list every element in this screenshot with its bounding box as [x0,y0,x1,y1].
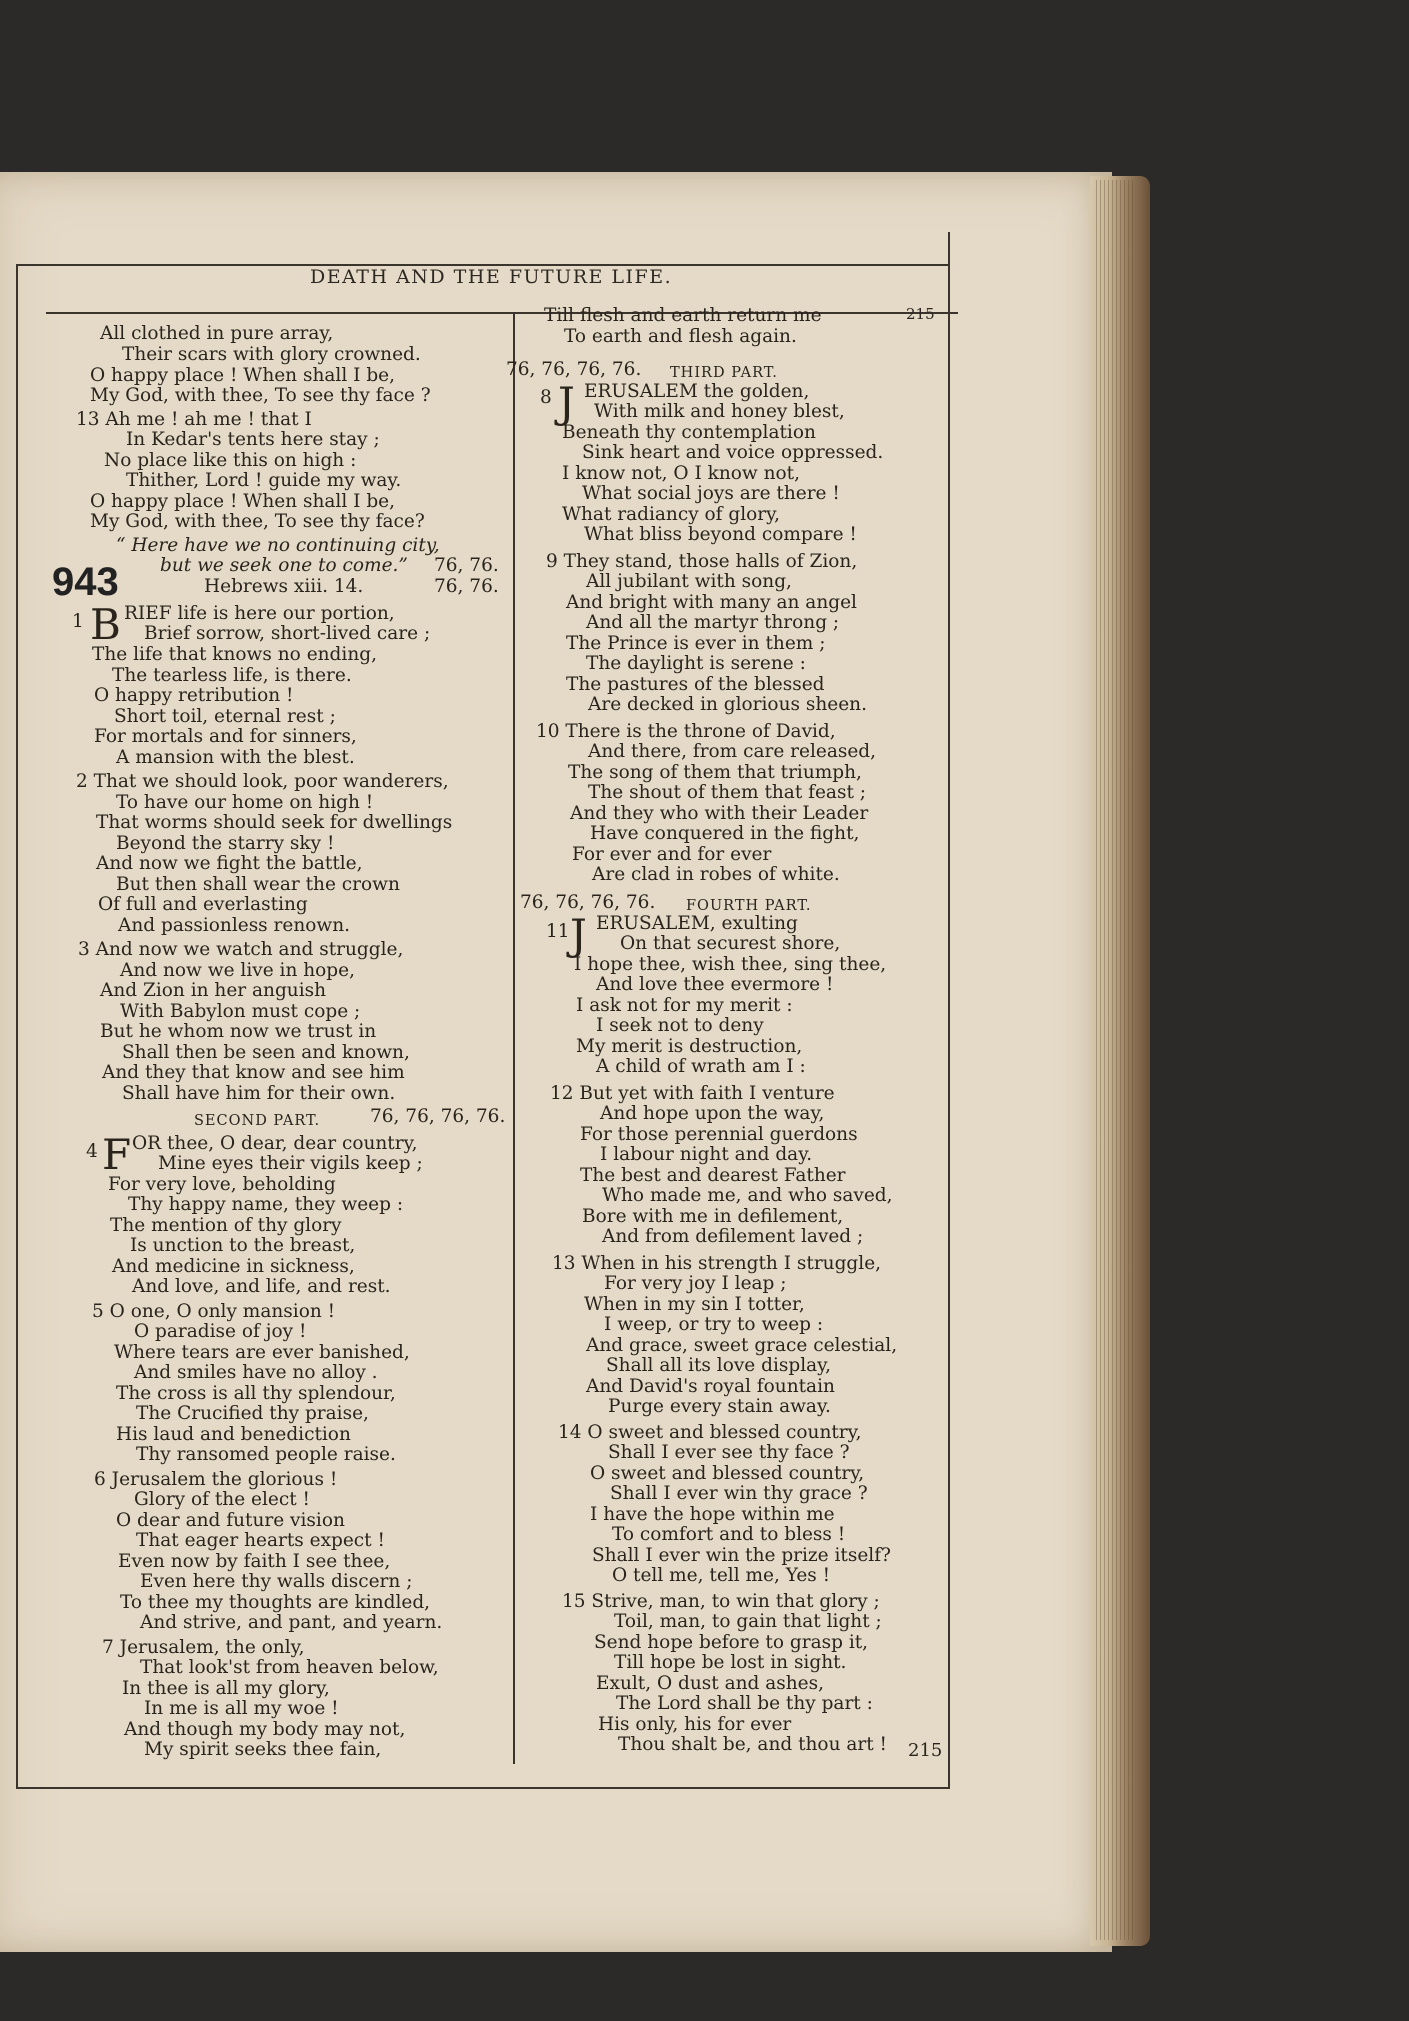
frame-left-rule [16,264,18,1789]
verse-line: Purge every stain away. [608,1396,831,1417]
verse-line: And passionless renown. [118,915,351,936]
verse-line: And smiles have no alloy . [134,1362,378,1383]
verse-line: Sink heart and voice oppressed. [582,442,884,463]
verse-line: For ever and for ever [572,844,772,865]
verse-line: I know not, O I know not, [562,463,800,484]
verse-line: My God, with thee, To see thy face? [90,511,425,532]
verse-line: The pastures of the blessed [566,674,825,695]
verse-line: And now we live in hope, [120,960,355,981]
column-divider [513,314,515,1764]
hymn-epigraph: “ Here have we no continuing city, [116,535,440,556]
verse-line: In thee is all my glory, [122,1678,330,1699]
verse-line: The Crucified thy praise, [136,1403,369,1424]
verse-line: Their scars with glory crowned. [122,344,421,365]
verse-line: And bright with many an angel [566,592,857,613]
verse-line: A mansion with the blest. [116,747,355,768]
drop-cap: J [558,378,575,427]
verse-line: The daylight is serene : [586,653,806,674]
verse-line: Exult, O dust and ashes, [596,1673,825,1694]
verse-line: 7 Jerusalem, the only, [102,1637,305,1658]
hymn-meter: 76, 76. [434,555,499,576]
verse-line: For those perennial guerdons [580,1124,858,1145]
hymn-meter: 76, 76. [434,576,499,597]
hymn-meter: 76, 76, 76, 76. [370,1106,506,1127]
verse-line: And they that know and see him [102,1062,405,1083]
verse-line: 10 There is the throne of David, [536,721,836,742]
verse-line: I labour night and day. [600,1144,813,1165]
verse-line: I seek not to deny [596,1015,764,1036]
verse-line: Short toil, eternal rest ; [114,706,336,727]
verse-line: Beyond the starry sky ! [116,833,335,854]
part-heading: FOURTH PART. [686,898,812,914]
verse-line: The cross is all thy splendour, [116,1383,396,1404]
verse-line: Are decked in glorious sheen. [588,694,867,715]
verse-line: For very love, beholding [108,1174,336,1195]
verse-line: Beneath thy contemplation [562,422,816,443]
verse-line: 9 They stand, those halls of Zion, [546,551,858,572]
verse-line: Mine eyes their vigils keep ; [158,1153,423,1174]
hymn-meter: 76, 76, 76, 76. [520,892,656,913]
verse-line: My spirit seeks thee fain, [144,1739,382,1760]
verse-line: 2 That we should look, poor wanderers, [76,771,449,792]
verse-line: In me is all my woe ! [144,1698,339,1719]
scripture-reference: Hebrews xiii. 14. [204,576,364,597]
verse-line: With Babylon must cope ; [120,1001,361,1022]
verse-line: Brief sorrow, short-lived care ; [144,623,431,644]
verse-line: And love, and life, and rest. [132,1276,391,1297]
verse-line: Have conquered in the fight, [590,823,860,844]
verse-line: The tearless life, is there. [112,665,352,686]
running-title: DEATH AND THE FUTURE LIFE. [310,266,673,288]
verse-line: I hope thee, wish thee, sing thee, [574,954,887,975]
page-number: 215 [908,1740,943,1761]
hymn-number: 943 [52,560,119,604]
part-heading: SECOND PART. [194,1113,321,1129]
verse-line: To comfort and to bless ! [612,1524,846,1545]
verse-line: Shall then be seen and known, [122,1042,410,1063]
verse-line: Even here thy walls discern ; [140,1571,413,1592]
verse-line: And though my body may not, [124,1719,406,1740]
drop-cap: F [102,1130,132,1179]
header-page-ref: 215 [906,305,935,323]
verse-line: Bore with me in defilement, [582,1206,844,1227]
verse-line: 15 Strive, man, to win that glory ; [562,1591,880,1612]
verse-line: Shall I ever see thy face ? [608,1442,850,1463]
verse-line: Till hope be lost in sight. [614,1652,847,1673]
hymn-epigraph: but we seek one to come.” [160,555,408,576]
verse-line: Even now by faith I see thee, [118,1551,391,1572]
verse-line: To earth and flesh again. [564,326,797,347]
verse-line: O happy place ! When shall I be, [90,365,395,386]
verse-line: When in my sin I totter, [584,1294,805,1315]
verse-line: 13 Ah me ! ah me ! that I [76,409,312,430]
verse-line: And love thee evermore ! [596,974,834,995]
verse-line: All clothed in pure array, [100,323,334,344]
verse-line: And Zion in her anguish [100,980,327,1001]
verse-line: ERUSALEM, exulting [596,913,798,934]
verse-line: And David's royal fountain [586,1376,835,1397]
verse-number: 11 [546,921,570,942]
verse-line: And from defilement laved ; [602,1226,864,1247]
verse-line: ERUSALEM the golden, [584,381,810,402]
frame-bottom-rule [16,1787,950,1789]
verse-line: To have our home on high ! [116,792,374,813]
verse-line: But then shall wear the crown [116,874,400,895]
verse-line: I ask not for my merit : [576,995,793,1016]
verse-number: 1 [72,611,84,632]
verse-line: For mortals and for sinners, [94,726,357,747]
verse-line: Who made me, and who saved, [602,1185,893,1206]
part-heading: THIRD PART. [670,365,778,381]
frame-right-rule [948,232,950,1787]
verse-line: O paradise of joy ! [134,1321,307,1342]
verse-line: 5 O one, O only mansion ! [92,1301,336,1322]
verse-line: The shout of them that feast ; [588,782,867,803]
verse-line: O happy retribution ! [94,685,294,706]
verse-line: 3 And now we watch and struggle, [78,939,404,960]
verse-line: 6 Jerusalem the glorious ! [94,1469,338,1490]
verse-line: What bliss beyond compare ! [584,524,857,545]
verse-line: Thou shalt be, and thou art ! [618,1734,887,1755]
verse-line: Toil, man, to gain that light ; [614,1611,882,1632]
verse-line: O dear and future vision [116,1510,345,1531]
verse-line: Send hope before to grasp it, [594,1632,869,1653]
verse-line: His laud and benediction [116,1424,351,1445]
verse-line: Where tears are ever banished, [114,1342,410,1363]
verse-line: And they who with their Leader [570,803,869,824]
verse-line: The best and dearest Father [580,1165,846,1186]
verse-line: Shall I ever win the prize itself? [592,1545,891,1566]
verse-line: No place like this on high : [104,450,357,471]
verse-line: My merit is destruction, [576,1036,803,1057]
verse-line: I have the hope within me [590,1504,835,1525]
verse-line: A child of wrath am I : [596,1056,806,1077]
drop-cap: J [570,910,587,959]
verse-line: O tell me, tell me, Yes ! [612,1565,831,1586]
verse-line: 13 When in his strength I struggle, [552,1253,882,1274]
verse-line: To thee my thoughts are kindled, [120,1592,431,1613]
verse-line: Till flesh and earth return me [544,305,822,326]
verse-line: 14 O sweet and blessed country, [558,1422,862,1443]
verse-line: And now we fight the battle, [96,853,363,874]
verse-line: The mention of thy glory [110,1215,342,1236]
verse-line: For very joy I leap ; [604,1273,787,1294]
verse-line: On that securest shore, [620,933,841,954]
verse-line: Glory of the elect ! [134,1489,310,1510]
verse-number: 8 [540,387,552,408]
verse-line: That eager hearts expect ! [136,1530,385,1551]
verse-line: And strive, and pant, and yearn. [140,1612,443,1633]
verse-line: Thy ransomed people raise. [136,1444,396,1465]
verse-line: My God, with thee, To see thy face ? [90,385,431,406]
verse-line: Is unction to the breast, [130,1235,356,1256]
verse-line: The life that knows no ending, [92,644,377,665]
page-edge-lines [1096,180,1136,1940]
verse-line: And hope upon the way, [600,1103,825,1124]
verse-line: The song of them that triumph, [568,762,862,783]
verse-line: And grace, sweet grace celestial, [586,1335,898,1356]
verse-line: Of full and everlasting [98,894,308,915]
verse-line: And medicine in sickness, [112,1256,355,1277]
verse-line: With milk and honey blest, [594,401,845,422]
verse-line: RIEF life is here our portion, [124,603,395,624]
verse-line: The Prince is ever in them ; [566,633,826,654]
verse-line: And all the martyr throng ; [586,612,840,633]
verse-line: That look'st from heaven below, [140,1657,439,1678]
verse-line: O happy place ! When shall I be, [90,491,395,512]
verse-line: What radiancy of glory, [562,504,781,525]
verse-line: Are clad in robes of white. [592,864,840,885]
verse-line: O sweet and blessed country, [590,1463,865,1484]
verse-number: 4 [86,1141,98,1162]
drop-cap: B [90,600,121,649]
verse-line: I weep, or try to weep : [604,1314,824,1335]
verse-line: Thy happy name, they weep : [128,1194,404,1215]
hymn-meter: 76, 76, 76, 76. [506,359,642,380]
verse-line: And there, from care released, [588,741,877,762]
verse-line: In Kedar's tents here stay ; [126,429,380,450]
verse-line: Shall have him for their own. [122,1083,396,1104]
verse-line: Shall I ever win thy grace ? [610,1483,868,1504]
verse-line: 12 But yet with faith I venture [550,1083,835,1104]
verse-line: What social joys are there ! [582,483,840,504]
verse-line: The Lord shall be thy part : [616,1693,873,1714]
verse-line: All jubilant with song, [586,571,792,592]
verse-line: His only, his for ever [598,1714,792,1735]
verse-line: But he whom now we trust in [100,1021,377,1042]
verse-line: Shall all its love display, [606,1355,832,1376]
verse-line: OR thee, O dear, dear country, [132,1133,418,1154]
verse-line: Thither, Lord ! guide my way. [126,470,402,491]
verse-line: That worms should seek for dwellings [96,812,453,833]
